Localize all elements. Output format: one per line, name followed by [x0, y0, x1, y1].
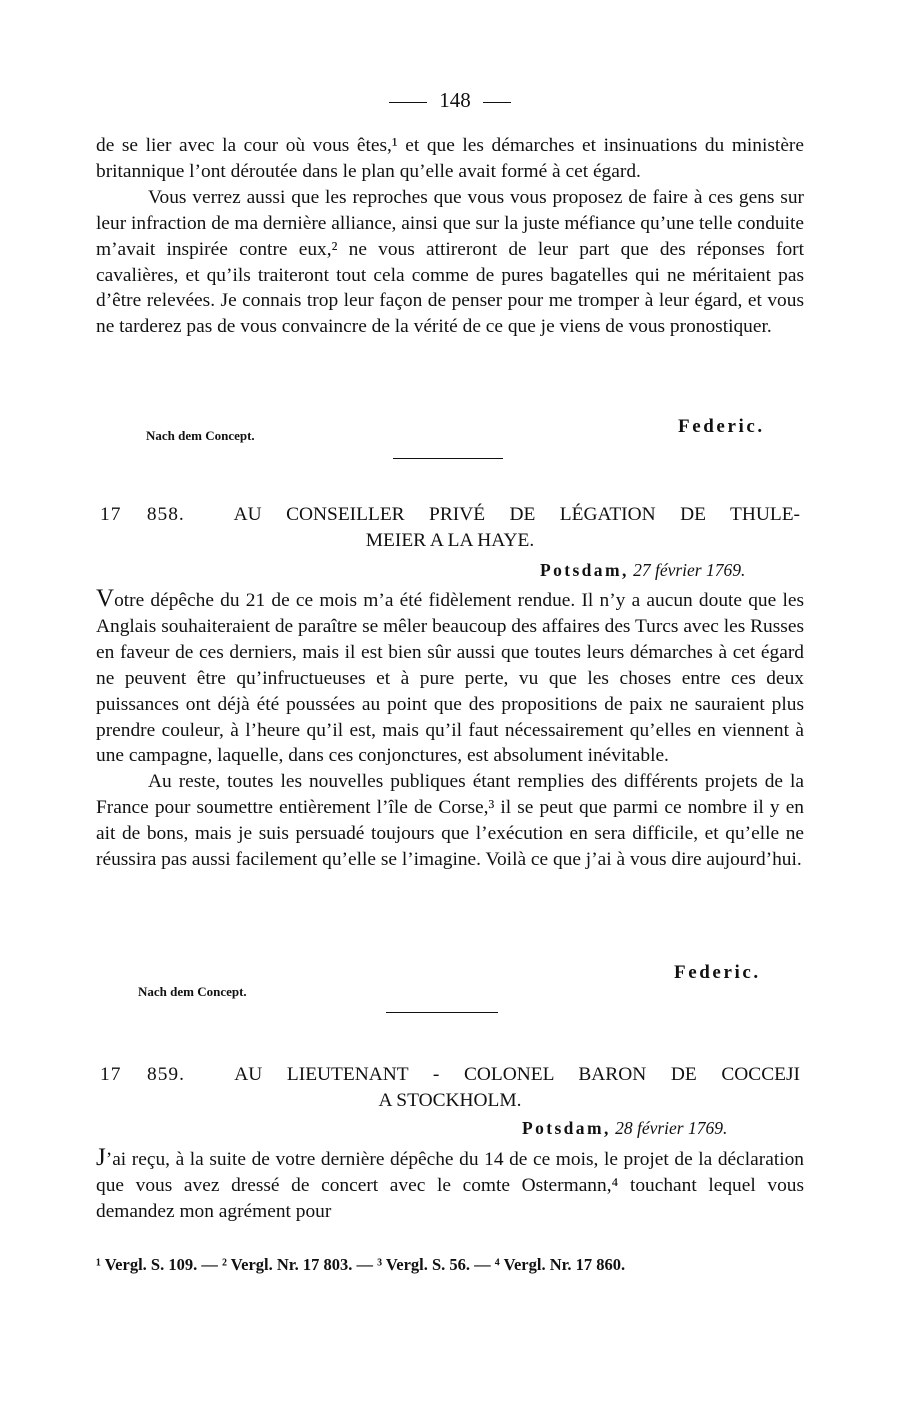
- recipient: AU LIEUTENANT - COLONEL BARON DE COCCEJI: [234, 1064, 801, 1085]
- signature: Federic.: [674, 962, 761, 983]
- heading-line: A STOCKHOLM.: [378, 1089, 522, 1111]
- place: Potsdam,: [540, 560, 629, 580]
- heading-line: [100, 1062, 800, 1088]
- section-divider: [393, 458, 503, 459]
- date: 27 février 1769.: [633, 560, 746, 580]
- place-date: [522, 1118, 727, 1139]
- letter-body: [96, 586, 804, 873]
- letter-number: 17 859.: [100, 1064, 185, 1085]
- letter-heading: [100, 502, 800, 554]
- page-number-line: [0, 88, 900, 113]
- letter-continuation: [96, 133, 804, 340]
- source-note: Nach dem Concept.: [146, 428, 255, 443]
- heading-line: MEIER A LA HAYE.: [365, 529, 535, 551]
- paragraph: Au reste, toutes les nouvelles publiques étant remplies des différents projets de la France pour soumettre entièrement l’île de Corse,³ il se peut que parmi ce nombre il y en ait de bons, mais je suis persuadé toujours que l’exécution en sera difficile, et qu’elle ne réussira pas aussi facilement qu’elle se l’imagine. Voilà ce que j’ai à vous dire aujourd’hui.: [96, 771, 804, 871]
- heading-line: [100, 502, 800, 528]
- paragraph: [96, 586, 804, 769]
- footnotes: [96, 1254, 804, 1276]
- page-number-dash-right: [483, 102, 511, 103]
- date: 28 février 1769.: [615, 1118, 728, 1138]
- place-date: [540, 560, 745, 581]
- paragraph: [96, 1145, 804, 1225]
- section-divider: [386, 1012, 498, 1013]
- place: Potsdam,: [522, 1118, 611, 1138]
- recipient: AU CONSEILLER PRIVÉ DE LÉGATION DE THULE-: [233, 504, 801, 525]
- initial-letter: J: [96, 1144, 106, 1171]
- paragraph-text: ’ai reçu, à la suite de votre dernière dépêche du 14 de ce mois, le projet de la déclaration que vous avez dressé de concert avec le comte Ostermann,⁴ touchant lequel vous demandez mon agrément pour: [96, 1149, 804, 1222]
- page-number-dash-left: [389, 102, 427, 103]
- paragraph: Vous verrez aussi que les reproches que vous vous proposez de faire à ces gens sur leur infraction de ma dernière alliance, ainsi que sur la juste méfiance qu’une telle conduite m’avait inspirée contre eux,² ne vous attireront de leur part que des réponses fort cavalières, et qu’ils traiteront tout cela comme de pures bagatelles qui ne méritaient pas d’être relevées. Je connais trop leur façon de penser pour me tromper à leur égard, et vous ne tarderez pas de vous convaincre de la vérité de ce que je viens de vous pronostiquer.: [96, 186, 804, 338]
- initial-letter: V: [96, 585, 115, 612]
- letter-heading: [100, 1062, 800, 1114]
- paragraph: de se lier avec la cour où vous êtes,¹ et que les démarches et insinuations du ministère britannique l’ont déroutée dans le plan qu’elle avait formé à cet égard.: [96, 135, 804, 182]
- signature: Federic.: [678, 416, 765, 437]
- letter-number: 17 858.: [100, 504, 185, 525]
- footnote-text: ¹ Vergl. S. 109. — ² Vergl. Nr. 17 803. — ³ Vergl. S. 56. — ⁴ Vergl. Nr. 17 860.: [96, 1255, 626, 1274]
- paragraph-text: otre dépêche du 21 de ce mois m’a été fidèlement rendue. Il n’y a aucun doute que les Anglais souhaiteraient de paraître se mêler beaucoup des affaires des Turcs avec les Russes en faveur de ces derniers, mais il est bien sûr aussi que toutes leurs démarches à cet égard ne peuvent être qu’infructueuses et à pure perte, vu que les choses entre ces deux puissances ont déjà été poussées au point que des propositions de paix ne sauraient plus prendre couleur, à l’heure qu’il est, mais qu’il faut nécessairement qu’elles en viennent à une campagne, laquelle, dans ces conjonctures, est absolument inévitable.: [96, 590, 804, 767]
- source-note: Nach dem Concept.: [138, 984, 247, 999]
- page-number: 148: [439, 88, 471, 112]
- letter-body: [96, 1145, 804, 1225]
